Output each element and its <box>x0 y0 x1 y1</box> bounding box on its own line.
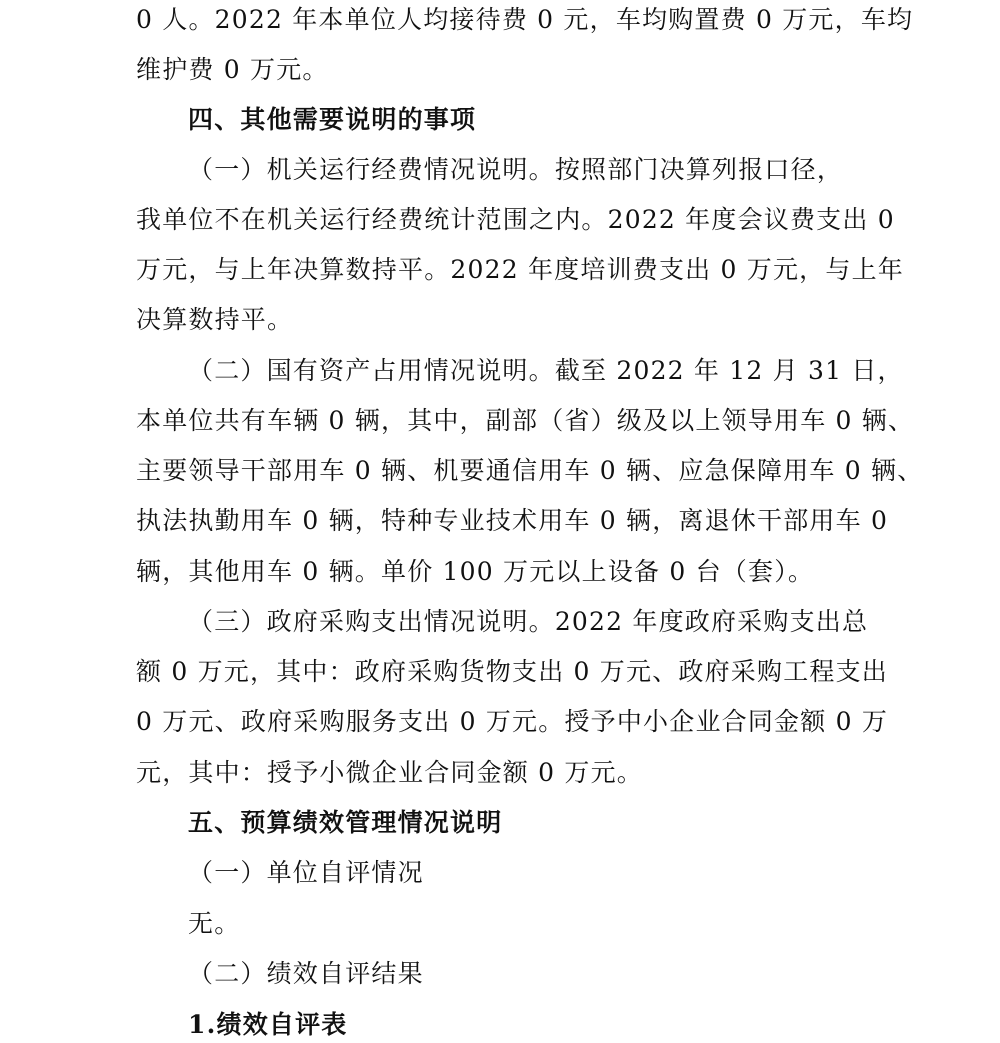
paragraph-text: 截至 2022 年 12 月 31 日， <box>554 356 904 385</box>
paragraph-line: 辆，其他用车 0 辆。单价 100 万元以上设备 0 台（套）。 <box>136 557 815 586</box>
subsection-4-1-lead: （一）机关运行经费情况说明。 <box>188 155 555 184</box>
paragraph-line: 执法执勤用车 0 辆，特种专业技术用车 0 辆，离退休干部用车 0 <box>136 506 889 535</box>
subsection-4-3-first-line <box>0 607 1000 637</box>
paragraph-line: 万元，与上年决算数持平。2022 年度培训费支出 0 万元，与上年 <box>136 255 904 284</box>
subsection-5-1-heading: （一）单位自评情况 <box>188 858 424 887</box>
paragraph-line: 额 0 万元，其中：政府采购货物支出 0 万元、政府采购工程支出 <box>136 657 889 686</box>
paragraph-line: 决算数持平。 <box>136 305 294 334</box>
paragraph-text: 按照部门决算列报口径， <box>554 155 844 184</box>
paragraph-line: 我单位不在机关运行经费统计范围之内。2022 年度会议费支出 0 <box>136 205 895 234</box>
paragraph-line: 无。 <box>188 909 241 938</box>
paragraph-line: 主要领导干部用车 0 辆、机要通信用车 0 辆、应急保障用车 0 辆、 <box>136 456 924 485</box>
subsection-5-2-heading: （二）绩效自评结果 <box>188 959 424 988</box>
paragraph-line: 元，其中：授予小微企业合同金额 0 万元。 <box>136 758 644 787</box>
paragraph-text: 2022 年度政府采购支出总 <box>554 607 869 636</box>
subsection-4-2-first-line <box>0 356 1000 386</box>
paragraph-line: 本单位共有车辆 0 辆，其中，副部（省）级及以上领导用车 0 辆、 <box>136 406 915 435</box>
item-heading-1: 1.绩效自评表 <box>188 1010 348 1039</box>
subsection-4-1-first-line <box>0 155 1000 185</box>
section-heading-4: 四、其他需要说明的事项 <box>188 105 477 134</box>
section-heading-5: 五、预算绩效管理情况说明 <box>188 808 503 837</box>
paragraph-line: 0 万元、政府采购服务支出 0 万元。授予中小企业合同金额 0 万 <box>136 707 889 736</box>
subsection-4-2-lead: （二）国有资产占用情况说明。 <box>188 356 555 385</box>
paragraph-line: 0 人。2022 年本单位人均接待费 0 元，车均购置费 0 万元，车均 <box>136 5 914 34</box>
subsection-4-3-lead: （三）政府采购支出情况说明。 <box>188 607 555 636</box>
paragraph-line: 维护费 0 万元。 <box>136 55 329 84</box>
